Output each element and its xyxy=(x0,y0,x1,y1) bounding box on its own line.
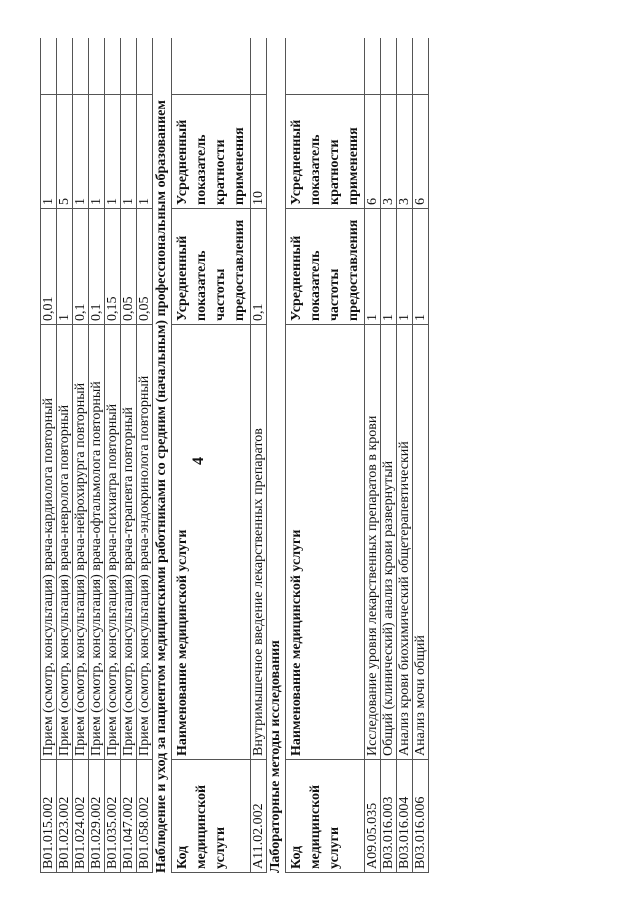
cell-mult: 1 xyxy=(137,94,152,209)
header-code: Код медицинской услуги xyxy=(286,760,364,873)
cell-mult: 10 xyxy=(251,94,266,209)
cell-freq: 0,05 xyxy=(121,209,136,325)
cell-freq: 0,01 xyxy=(41,209,56,325)
cell-code: A11.02.002 xyxy=(251,760,266,873)
header-mult: Усредненный показатель кратности применения xyxy=(286,94,364,209)
cell-code: B01.029.002 xyxy=(89,760,104,873)
table-row xyxy=(413,38,429,873)
table-header xyxy=(172,38,251,873)
cell-mult: 6 xyxy=(365,94,380,209)
cell-mult: 5 xyxy=(57,94,72,209)
table-row xyxy=(73,38,89,873)
cell-mult: 1 xyxy=(121,94,136,209)
cell-freq: 0,1 xyxy=(251,209,266,325)
cell-freq: 0,1 xyxy=(73,209,88,325)
cell-name: Прием (осмотр, консультация) врача-кардиолога повторный xyxy=(41,325,56,760)
page-number: 4 xyxy=(190,457,207,465)
cell-freq: 0,1 xyxy=(89,209,104,325)
section3-rows xyxy=(365,38,429,873)
table-row xyxy=(121,38,137,873)
cell-freq: 0,15 xyxy=(105,209,120,325)
cell-name: Прием (осмотр, консультация) врача-нейрохирурга повторный xyxy=(73,325,88,760)
cell-freq: 1 xyxy=(365,209,380,325)
cell-code: B01.058.002 xyxy=(137,760,152,873)
cell-freq: 1 xyxy=(381,209,396,325)
cell-freq: 0,05 xyxy=(137,209,152,325)
cell-code: B03.016.006 xyxy=(413,760,428,873)
cell-mult: 1 xyxy=(41,94,56,209)
section-title: Лабораторные методы исследования xyxy=(267,38,286,873)
cell-code: A09.05.035 xyxy=(365,760,380,873)
cell-name: Внутримышечное введение лекарственных препаратов xyxy=(251,325,266,760)
cell-freq: 1 xyxy=(397,209,412,325)
cell-freq: 1 xyxy=(57,209,72,325)
table-top-section xyxy=(40,38,153,873)
cell-code: B01.023.002 xyxy=(57,760,72,873)
cell-code: B01.024.002 xyxy=(73,760,88,873)
cell-name: Анализ мочи общий xyxy=(413,325,428,760)
cell-code: B01.015.002 xyxy=(41,760,56,873)
table-row xyxy=(251,38,267,873)
table-row xyxy=(89,38,105,873)
table-row xyxy=(365,38,381,873)
cell-mult: 1 xyxy=(105,94,120,209)
cell-code: B01.035.002 xyxy=(105,760,120,873)
header-freq: Усредненный показатель частоты предоставления xyxy=(286,209,364,325)
cell-code: B01.047.002 xyxy=(121,760,136,873)
header-mult: Усредненный показатель кратности применения xyxy=(172,94,250,209)
table-row xyxy=(381,38,397,873)
section-title: Наблюдение и уход за пациентом медицинскими работниками со средним (начальным) профессиональным образованием xyxy=(153,38,172,873)
cell-code: B03.016.003 xyxy=(381,760,396,873)
cell-name: Прием (осмотр, консультация) врача-психиатра повторный xyxy=(105,325,120,760)
cell-name: Прием (осмотр, консультация) врача-эндокринолога повторный xyxy=(137,325,152,760)
header-name: Наименование медицинской услуги xyxy=(286,325,364,760)
table-row xyxy=(41,38,57,873)
table-row xyxy=(397,38,413,873)
table-header xyxy=(286,38,365,873)
services-table xyxy=(40,38,429,873)
cell-name: Прием (осмотр, консультация) врача-офтальмолога повторный xyxy=(89,325,104,760)
cell-name: Прием (осмотр, консультация) врача-невролога повторный xyxy=(57,325,72,760)
header-code: Код медицинской услуги xyxy=(172,760,250,873)
cell-name: Прием (осмотр, консультация) врача-терапевта повторный xyxy=(121,325,136,760)
table-row xyxy=(105,38,121,873)
header-name: Наименование медицинской услуги xyxy=(172,325,250,760)
cell-mult: 3 xyxy=(397,94,412,209)
cell-freq: 1 xyxy=(413,209,428,325)
cell-name: Общий (клинический) анализ крови развернутый xyxy=(381,325,396,760)
section2-rows xyxy=(251,38,267,873)
cell-mult: 1 xyxy=(73,94,88,209)
cell-mult: 6 xyxy=(413,94,428,209)
cell-name: Исследование уровня лекарственных препаратов в крови xyxy=(365,325,380,760)
table-row xyxy=(137,38,153,873)
cell-mult: 3 xyxy=(381,94,396,209)
cell-name: Анализ крови биохимический общетерапевтический xyxy=(397,325,412,760)
header-freq: Усредненный показатель частоты предоставления xyxy=(172,209,250,325)
table-row xyxy=(57,38,73,873)
cell-code: B03.016.004 xyxy=(397,760,412,873)
cell-mult: 1 xyxy=(89,94,104,209)
